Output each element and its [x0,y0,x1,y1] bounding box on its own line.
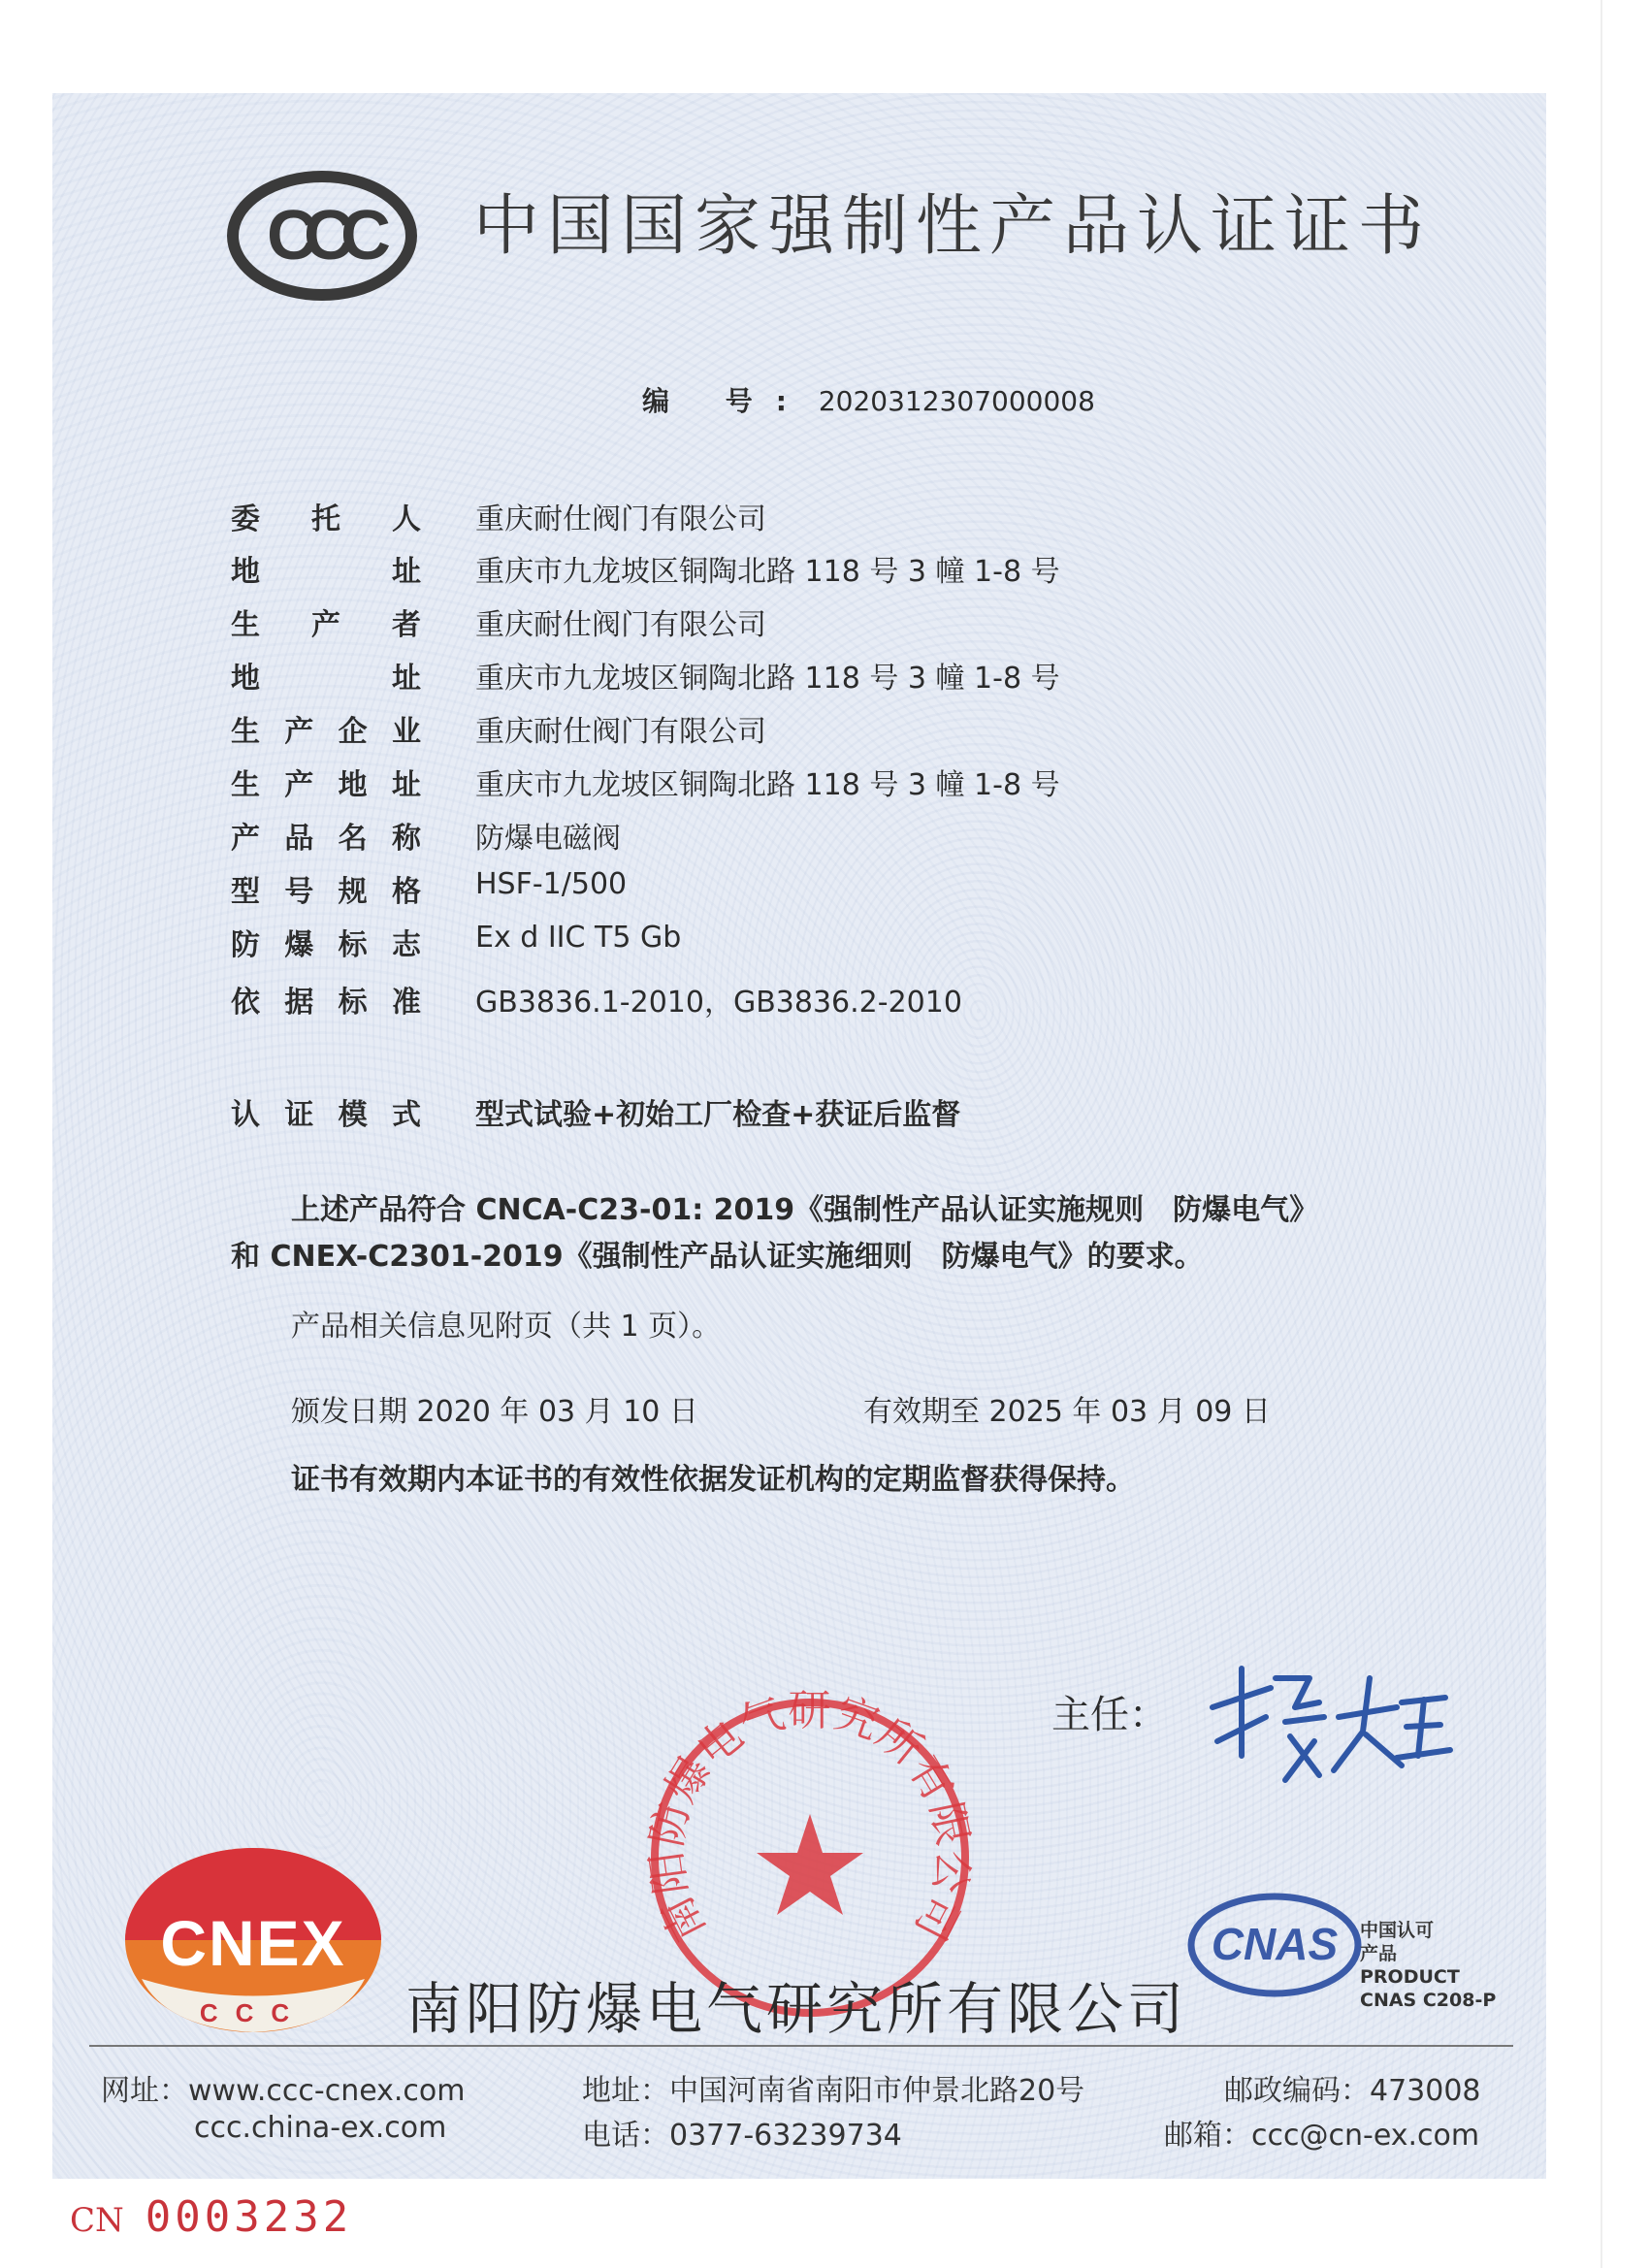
conformity-line-1: 上述产品符合 CNCA-C23-01: 2019《强制性产品认证实施规则 防爆电气》 [291,1193,1319,1227]
footer-postcode: 邮政编码：473008 [1224,2074,1481,2108]
serial-number [70,2192,352,2242]
footer-website [101,2066,466,2109]
field-label-ex-marking: 防 爆 标 志 [231,928,421,962]
field-label-address-1: 地 址 [231,555,421,589]
issue-date: 颁发日期 2020 年 03 月 10 日 [291,1395,698,1429]
field-value-standard: GB3836.1-2010，GB3836.2-2010 [475,986,962,1020]
footer-website-label: 网址： [101,2074,188,2108]
ccc-logo-text: CCC [267,197,377,275]
handwritten-signature [1203,1649,1455,1795]
cnas-logo-text: CNAS [1211,1919,1339,1969]
signature-label: 主任： [1051,1693,1168,1737]
field-value-ex-marking: Ex d IIC T5 Gb [475,921,682,955]
scan-edge-line [1600,0,1602,2268]
field-label-factory-address: 生 产 地 址 [231,768,421,802]
ccc-logo-icon [225,170,419,302]
appendix-note: 产品相关信息见附页（共 1 页）。 [291,1310,722,1344]
field-label-product-name: 产 品 名 称 [231,822,421,856]
footer-divider [89,2045,1513,2047]
conformity-line-2: 和 CNEX-C2301-2019《强制性产品认证实施细则 防爆电气》的要求。 [231,1240,1204,1274]
field-value-address-2: 重庆市九龙坡区铜陶北路 118 号 3 幢 1-8 号 [475,662,1060,696]
stamp-text: 南阳防爆电气研究所有限公司 [641,1688,979,1950]
field-value-address-1: 重庆市九龙坡区铜陶北路 118 号 3 幢 1-8 号 [475,555,1060,589]
certificate-number [642,380,1095,419]
organization-name: 南阳防爆电气研究所有限公司 [405,1976,1188,2042]
validity-note: 证书有效期内本证书的有效性依据发证机构的定期监督获得保持。 [291,1463,1135,1497]
footer-website-1: www.ccc-cnex.com [188,2074,466,2108]
field-label-cert-mode: 认 证 模 式 [231,1098,421,1132]
cnex-logo-icon [122,1843,384,2037]
field-label-entrustor: 委 托 人 [231,502,421,536]
field-label-factory: 生 产 企 业 [231,715,421,749]
certificate-number-label: 编 号: [642,385,810,417]
serial-value: 0003232 [145,2192,353,2242]
footer-address: 地址：中国河南省南阳市仲景北路20号 [582,2074,1085,2108]
footer-website-2: ccc.china-ex.com [194,2111,447,2145]
field-value-cert-mode: 型式试验+初始工厂检查+获证后监督 [475,1098,961,1132]
certificate-title: 中国国家强制性产品认证证书 [473,188,1433,265]
stamp-star-icon [757,1814,863,1915]
field-value-model: HSF-1/500 [475,867,628,901]
cnas-logo-icon [1187,1892,1362,1998]
footer-email: 邮箱：ccc@cn-ex.com [1164,2119,1480,2153]
field-value-product-name: 防爆电磁阀 [475,822,621,856]
field-value-entrustor: 重庆耐仕阀门有限公司 [475,502,766,536]
field-value-factory: 重庆耐仕阀门有限公司 [475,715,766,749]
expiry-date: 有效期至 2025 年 03 月 09 日 [863,1395,1271,1429]
field-label-standard: 依 据 标 准 [231,986,421,1020]
cnex-logo-subtext: CCC [199,1998,307,2027]
field-value-manufacturer: 重庆耐仕阀门有限公司 [475,608,766,642]
serial-prefix: CN [70,2201,124,2240]
field-label-manufacturer: 生 产 者 [231,608,421,642]
field-label-address-2: 地 址 [231,662,421,696]
cnas-logo-caption: 中国认可 产品 PRODUCT CNAS C208-P [1360,1920,1497,2011]
certificate-number-value: 2020312307000008 [818,385,1095,417]
field-label-model: 型 号 规 格 [231,875,421,909]
cnex-logo-text: CNEX [160,1907,346,1979]
footer-phone: 电话：0377-63239734 [582,2119,902,2153]
field-value-factory-address: 重庆市九龙坡区铜陶北路 118 号 3 幢 1-8 号 [475,768,1060,802]
